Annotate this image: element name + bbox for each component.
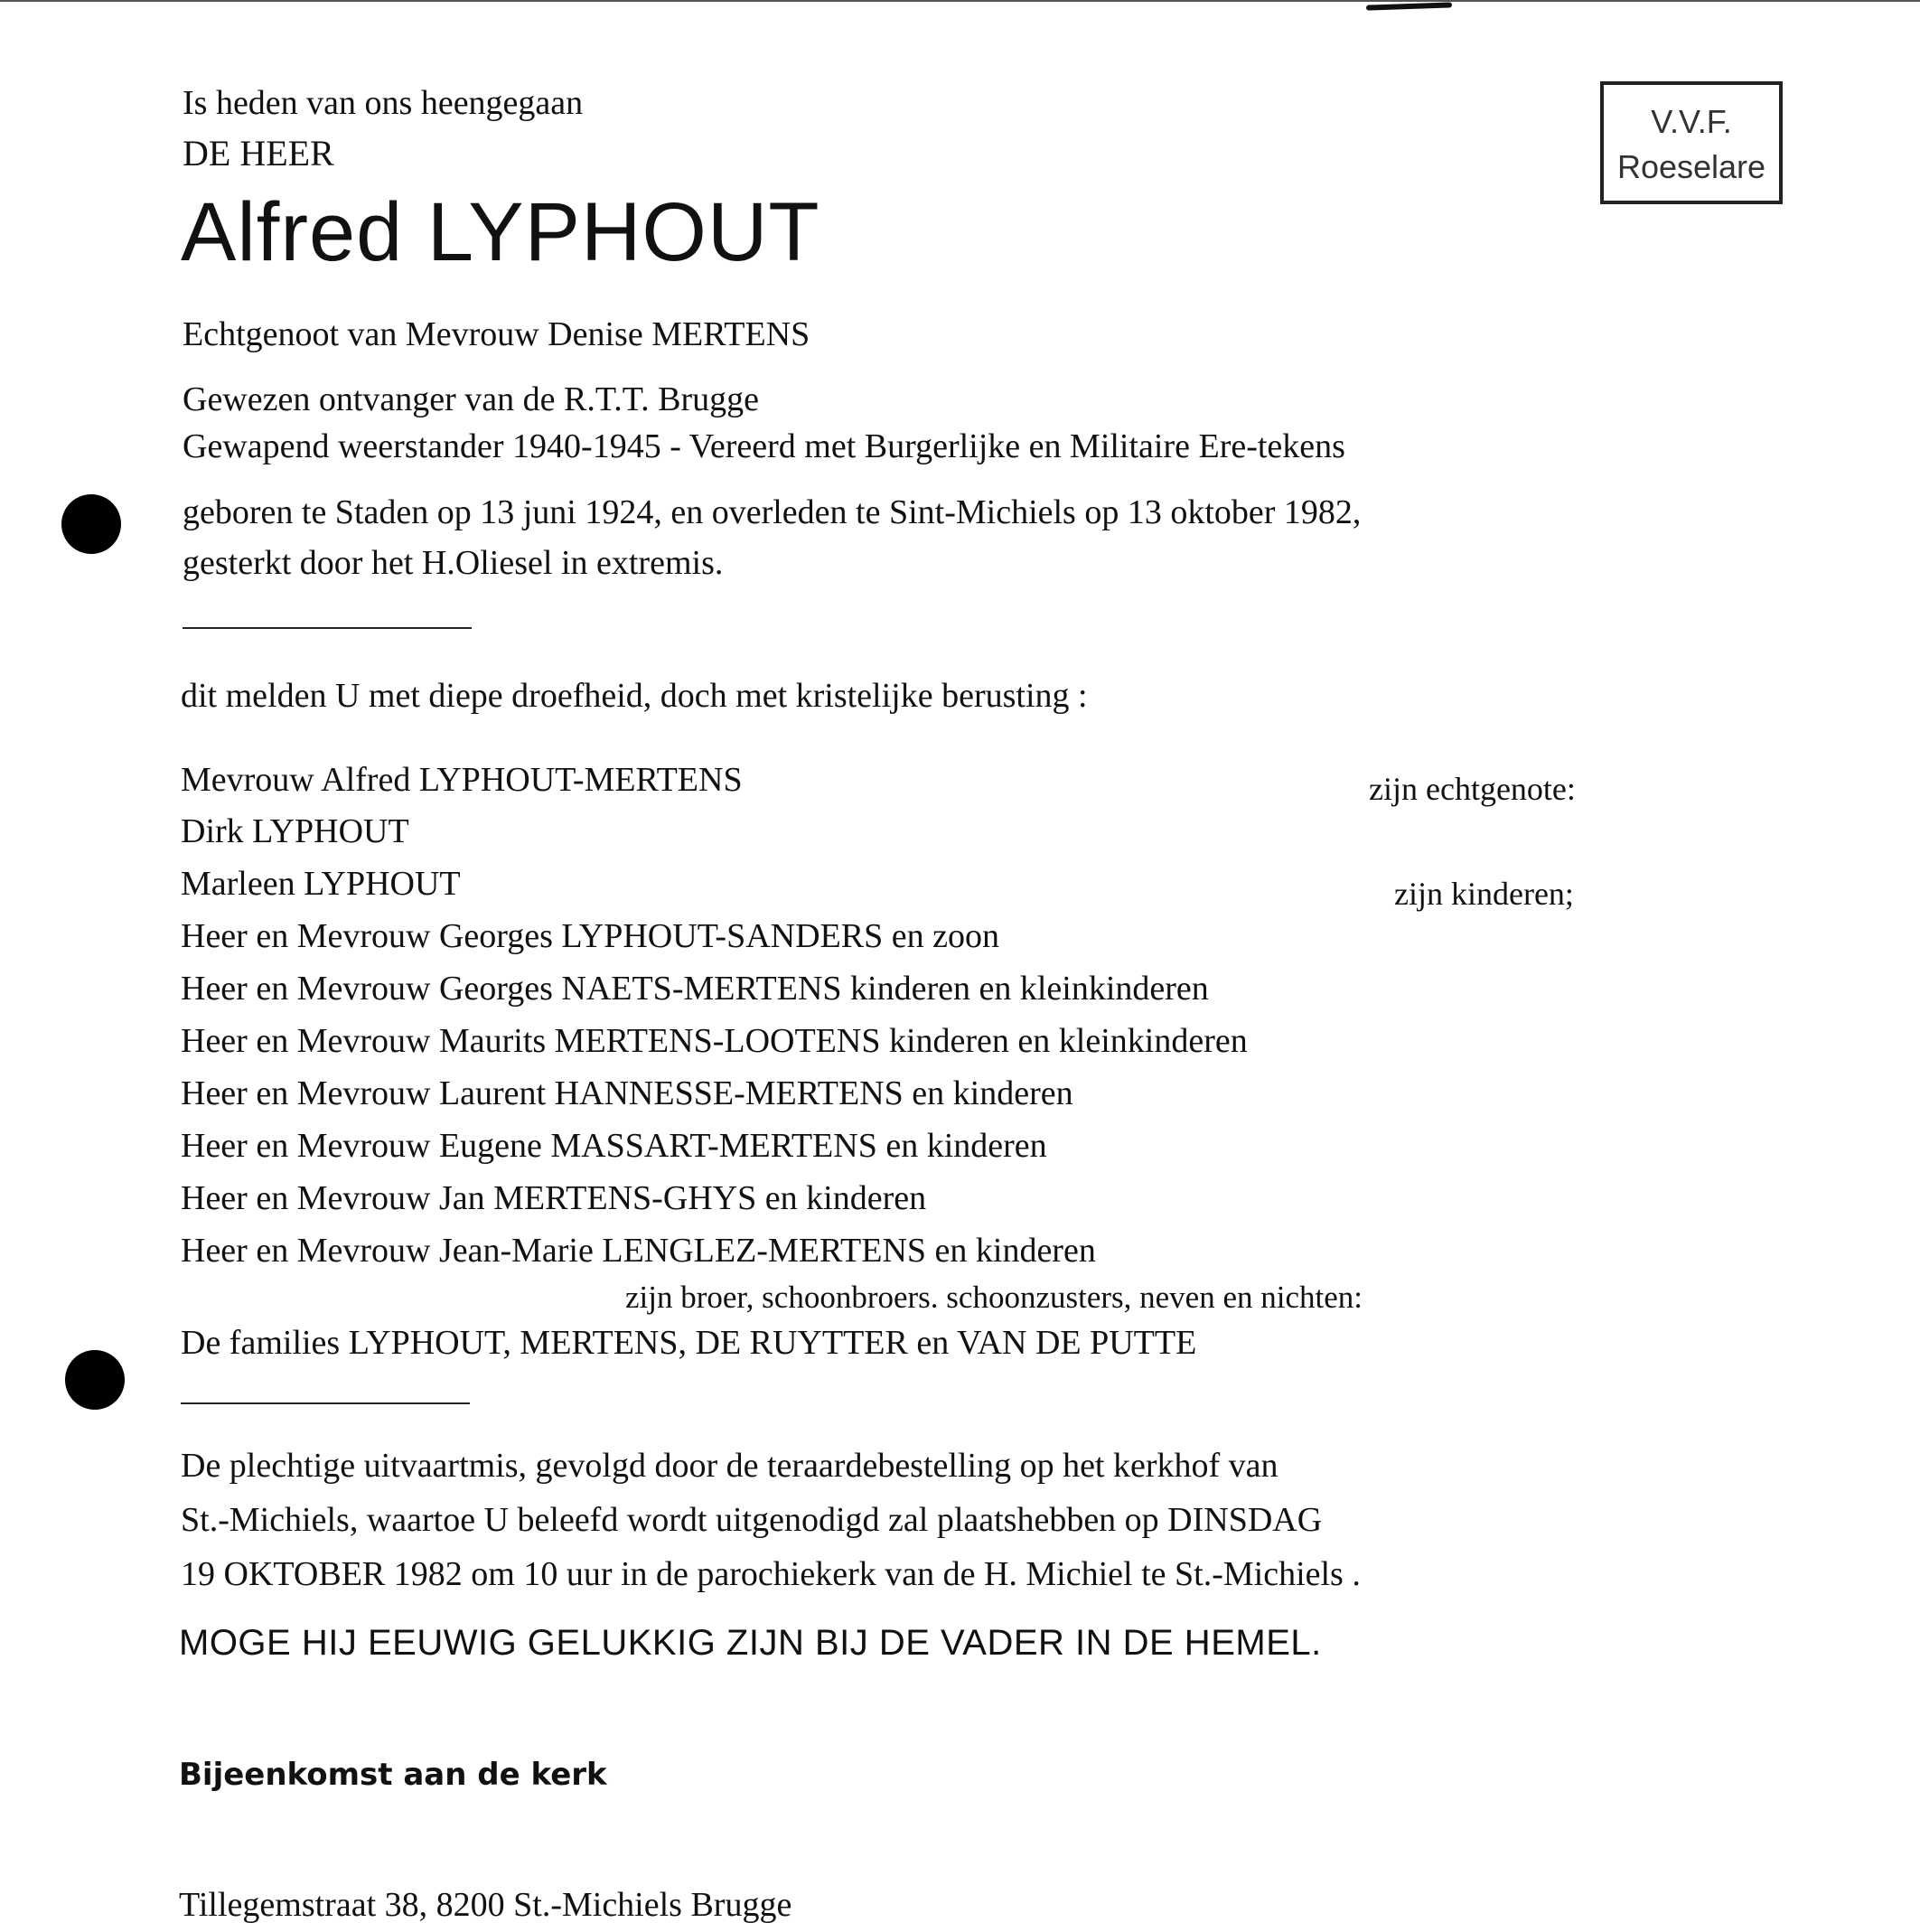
punch-hole-top (61, 494, 121, 554)
funeral-line-3: 19 OKTOBER 1982 om 10 uur in de parochiekerk van de H. Michiel te St.-Michiels . (181, 1555, 1361, 1593)
intro-text: Is heden van ons heengegaan (183, 84, 584, 122)
deceased-name: Alfred LYPHOUT (181, 186, 820, 278)
announcement-line: dit melden U met diepe droefheid, doch met kristelijke berusting : (181, 677, 1088, 715)
mourner-row: Heer en Mevrouw Georges LYPHOUT-SANDERS en zoon (181, 917, 999, 955)
divider-2 (181, 1402, 470, 1404)
mourner-row: Mevrouw Alfred LYPHOUT-MERTENS (181, 761, 743, 799)
gathering-note: Bijeenkomst aan de kerk (179, 1757, 607, 1793)
funeral-line-1: De plechtige uitvaartmis, gevolgd door de teraardebestelling op het kerkhof van (181, 1447, 1278, 1485)
dates-line: geboren te Staden op 13 juni 1924, en overleden te Sint-Michiels op 13 oktober 1982, (183, 493, 1362, 531)
relatives-caption: zijn broer, schoonbroers. schoonzusters, neven en nichten: (625, 1280, 1363, 1315)
blessing-line: MOGE HIJ EEUWIG GELUKKIG ZIJN BIJ DE VADER IN DE HEMEL. (179, 1623, 1322, 1663)
punch-hole-bottom (65, 1350, 125, 1410)
address-line: Tillegemstraat 38, 8200 St.-Michiels Brugge (179, 1886, 792, 1924)
mourner-row: Heer en Mevrouw Laurent HANNESSE-MERTENS en kinderen (181, 1074, 1073, 1112)
mourner-relation: zijn kinderen; (1394, 876, 1574, 912)
mourner-row: Marleen LYPHOUT (181, 865, 461, 903)
stamp-line-2: Roeselare (1616, 148, 1766, 185)
mourner-row: Dirk LYPHOUT (181, 812, 409, 850)
archive-stamp (1600, 81, 1783, 204)
occupation-line: Gewezen ontvanger van de R.T.T. Brugge (183, 380, 760, 418)
honors-line: Gewapend weerstander 1940-1945 - Vereerd met Burgerlijke en Militaire Ere-tekens (183, 427, 1345, 465)
honorific: DE HEER (183, 133, 334, 174)
mourner-row: Heer en Mevrouw Maurits MERTENS-LOOTENS kinderen en kleinkinderen (181, 1022, 1248, 1060)
stamp-line-1: V.V.F. (1651, 103, 1732, 140)
spouse-line: Echtgenoot van Mevrouw Denise MERTENS (183, 315, 810, 353)
funeral-line-2: St.-Michiels, waartoe U beleefd wordt uitgenodigd zal plaatshebben op DINSDAG (181, 1501, 1323, 1539)
mourner-row: Heer en Mevrouw Jean-Marie LENGLEZ-MERTENS en kinderen (181, 1232, 1096, 1270)
scan-top-edge (0, 0, 1920, 2)
mourner-row: Heer en Mevrouw Georges NAETS-MERTENS kinderen en kleinkinderen (181, 970, 1209, 1008)
mourner-row: Heer en Mevrouw Jan MERTENS-GHYS en kinderen (181, 1179, 927, 1217)
sacrament-line: gesterkt door het H.Oliesel in extremis. (183, 544, 724, 582)
mourner-relation: zijn echtgenote: (1369, 771, 1576, 807)
families-line: De families LYPHOUT, MERTENS, DE RUYTTER en VAN DE PUTTE (181, 1324, 1197, 1362)
divider-1 (183, 627, 472, 629)
mourner-row: Heer en Mevrouw Eugene MASSART-MERTENS en kinderen (181, 1127, 1047, 1165)
ink-mark (1366, 2, 1452, 10)
